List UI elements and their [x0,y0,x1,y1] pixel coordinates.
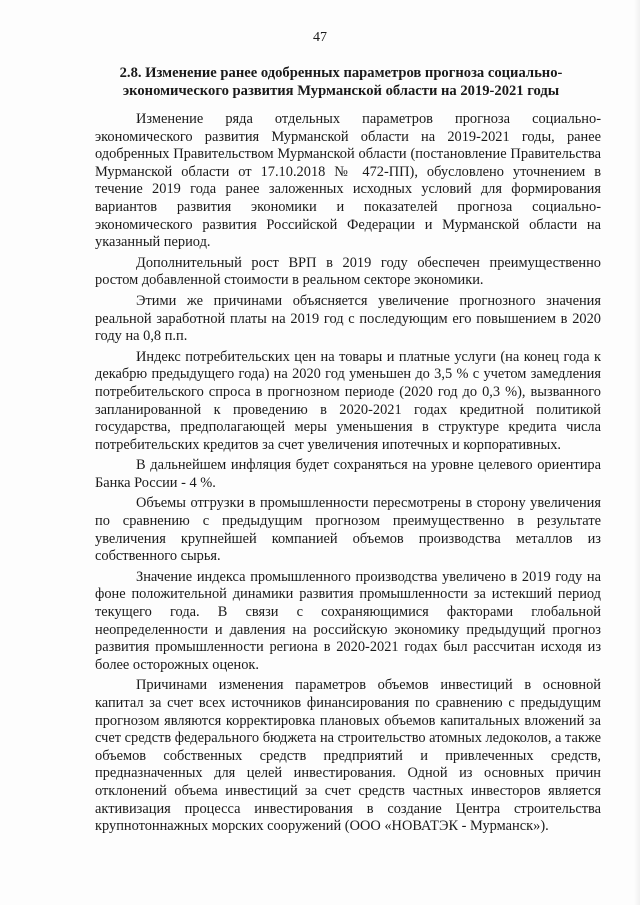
paragraph-2: Дополнительный рост ВРП в 2019 году обеспечен преимущественно ростом добавленной стоимости в реальном секторе экономики. [95,254,601,289]
paragraph-4: Индекс потребительских цен на товары и платные услуги (на конец года к декабрю предыдущего года) на 2020 год уменьшен до 3,5 % с учетом замедления потребительского спроса в прогнозном периоде (2020 год до 0,3 %), вызванного запланированной к проведению в 2020-2021 годах кредитной политикой государства, предполагающей меры уменьшения в структуре кредита числа потребительских кредитов за счет увеличения ипотечных и корпоративных. [95,348,601,453]
paragraph-1: Изменение ряда отдельных параметров прогноза социально-экономического развития Мурманской области на 2019-2021 годы, ранее одобренных Правительством Мурманской области (постановление Правительства Мурманской области от 17.10.2018 № 472-ПП), обусловлено уточнением в течение 2019 года ранее заложенных исходных условий для формирования вариантов развития экономики и показателей прогноза социально-экономического развития Российской Федерации и Мурманской области на указанный период. [95,111,601,251]
paragraph-7: Значение индекса промышленного производства увеличено в 2019 году на фоне положительной динамики развития промышленности за истекший период текущего года. В связи с сохраняющимися факторами глобальной неопределенности и давления на российскую экономику предыдущий прогноз развития промышленности региона в 2020-2021 годах был рассчитан исходя из более осторожных оценок. [95,568,601,673]
paragraph-5: В дальнейшем инфляция будет сохраняться на уровне целевого ориентира Банка России - 4 %. [95,457,601,491]
scan-edge-shadow [634,0,640,905]
section-heading: 2.8. Изменение ранее одобренных параметров прогноза социально-экономического развития Мурманской области на 2019-2021 годы [119,65,563,99]
page-number: 47 [313,30,327,45]
body-text [95,111,601,836]
paragraph-6: Объемы отгрузки в промышленности пересмотрены в сторону увеличения по сравнению с предыдущим прогнозом преимущественно в результате увеличения крупнейшей компанией объемов производства металлов из собственного сырья. [95,495,601,565]
paragraph-8: Причинами изменения параметров объемов инвестиций в основной капитал за счет всех источников финансирования по сравнению с предыдущим прогнозом являются корректировка плановых объемов капитальных вложений за счет средств федерального бюджета на строительство атомных ледоколов, а также объемов собственных средств предприятий и привлеченных средств, предназначенных для целей инвестирования. Одной из основных причин отклонений объема инвестиций за счет средств частных инвесторов является активизация процесса инвестирования в создание Центра строительства крупнотоннажных морских сооружений (ООО «НОВАТЭК - Мурманск»). [95,677,601,835]
paragraph-3: Этими же причинами объясняется увеличение прогнозного значения реальной заработной платы на 2019 год с последующим его повышением в 2020 году на 0,8 п.п. [95,292,601,345]
